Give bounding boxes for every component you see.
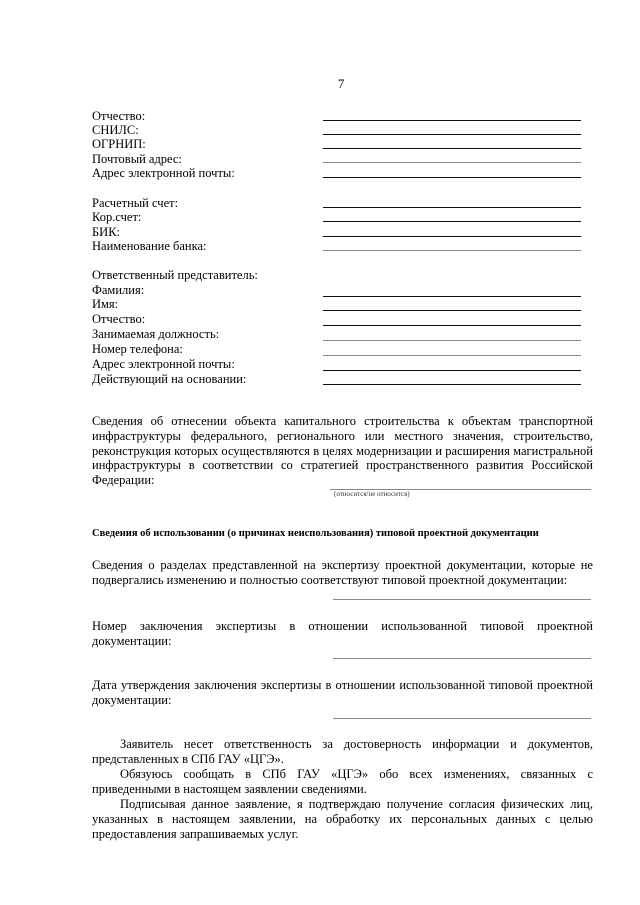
input-line-rep-phone[interactable] [323, 355, 581, 356]
input-line-rep-position[interactable] [323, 340, 581, 341]
input-line-rep-email[interactable] [323, 370, 581, 371]
input-line-rep-patronymic[interactable] [323, 325, 581, 326]
section-heading-typical-docs: Сведения об использовании (о причинах неиспользования) типовой проектной документации [92, 528, 539, 539]
label-snils: СНИЛС: [92, 123, 139, 137]
input-line-postal-address[interactable] [323, 162, 581, 163]
input-line-bank-name[interactable] [323, 250, 581, 251]
label-rep-surname: Фамилия: [92, 283, 145, 297]
typical-docs-q3: Дата утверждения заключения экспертизы в отношении использованной типовой проектной документации: [92, 678, 593, 707]
input-line-email[interactable] [323, 177, 581, 178]
label-postal-address: Почтовый адрес: [92, 152, 182, 166]
label-bik: БИК: [92, 225, 121, 239]
label-rep-name: Имя: [92, 297, 119, 311]
infrastructure-caption: (относится/не относится) [334, 490, 410, 498]
closing-paragraph-1: Заявитель несет ответственность за достоверность информации и документов, представленных в СПб ГАУ «ЦГЭ». [92, 737, 593, 766]
label-bank-name: Наименование банка: [92, 239, 207, 253]
label-ogrnip: ОГРНИП: [92, 137, 146, 151]
closing-paragraph-3: Подписывая данное заявление, я подтверждаю получение согласия физических лиц, указанных в настоящем заявлении, на обработку их персональных данных с целью предоставления запрашиваемых услуг. [92, 797, 593, 841]
input-line-q2[interactable] [333, 658, 591, 659]
typical-docs-q1: Сведения о разделах представленной на экспертизу проектной документации, которые не подвергались изменению и полностью соответствуют типовой проектной документации: [92, 558, 593, 587]
label-settlement-account: Расчетный счет: [92, 196, 179, 210]
input-line-snils[interactable] [323, 134, 581, 135]
typical-docs-q2: Номер заключения экспертизы в отношении использованной типовой проектной документации: [92, 619, 593, 648]
input-line-rep-basis[interactable] [323, 384, 581, 385]
closing-paragraph-2: Обязуюсь сообщать в СПб ГАУ «ЦГЭ» обо всех изменениях, связанных с приведенными в настоящем заявлении сведениями. [92, 767, 593, 796]
label-corr-account: Кор.счет: [92, 210, 142, 224]
label-email: Адрес электронной почты: [92, 166, 235, 180]
label-rep-email: Адрес электронной почты: [92, 357, 235, 371]
input-line-patronymic[interactable] [323, 120, 581, 121]
input-line-bik[interactable] [323, 236, 581, 237]
input-line-q3[interactable] [333, 718, 591, 719]
input-line-settlement-account[interactable] [323, 207, 581, 208]
input-line-rep-surname[interactable] [323, 296, 581, 297]
label-rep-position: Занимаемая должность: [92, 327, 220, 341]
label-rep-phone: Номер телефона: [92, 342, 183, 356]
representative-title: Ответственный представитель: [92, 268, 258, 282]
label-patronymic: Отчество: [92, 109, 146, 123]
label-rep-patronymic: Отчество: [92, 312, 146, 326]
page-number: 7 [338, 77, 345, 91]
input-line-ogrnip[interactable] [323, 148, 581, 149]
input-line-rep-name[interactable] [323, 310, 581, 311]
input-line-q1[interactable] [333, 599, 591, 600]
label-rep-basis: Действующий на основании: [92, 372, 247, 386]
infrastructure-text: Сведения об отнесении объекта капитального строительства к объектам транспортной инфраструктуры федерального, регионального или местного значения, строительство, реконструкция которых осуществляются в целях модернизации и расширения магистральной инфраструктуры в соответствии со стратегией пространственного развития Российской Федерации: [92, 414, 593, 488]
input-line-corr-account[interactable] [323, 221, 581, 222]
